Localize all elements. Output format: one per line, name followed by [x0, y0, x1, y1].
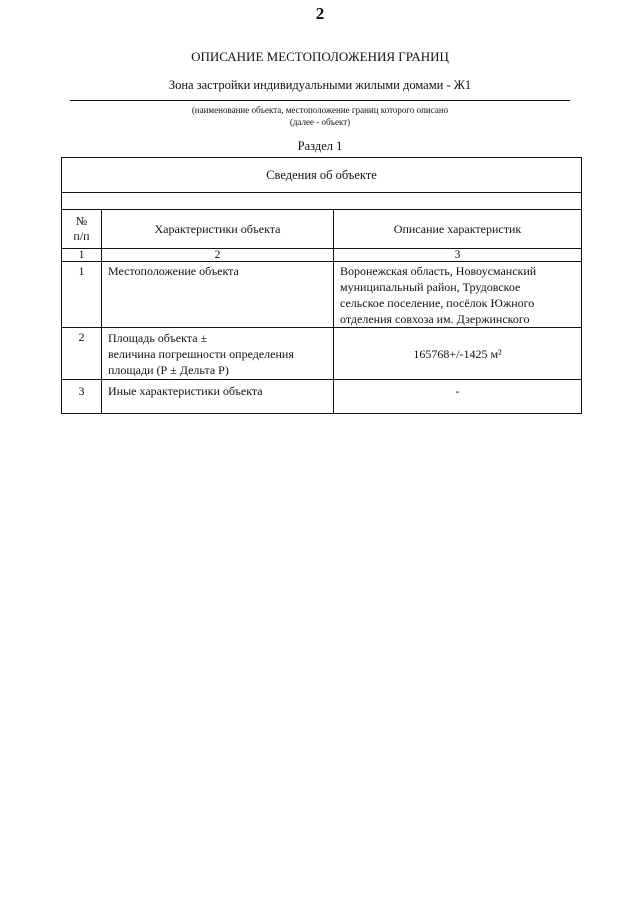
object-info-table-container	[61, 157, 581, 414]
description-line: сельское поселение, посёлок Южного	[340, 296, 535, 310]
table-spacer-cell	[62, 193, 582, 210]
row-characteristic: Местоположение объекта	[102, 262, 334, 328]
column-number-row	[62, 249, 582, 262]
page-number: 2	[315, 4, 325, 23]
table-row	[62, 262, 582, 328]
description-line: отделения совхоза им. Дзержинского	[340, 312, 530, 326]
object-name-underline	[70, 100, 570, 101]
table-caption: Сведения об объекте	[62, 158, 582, 193]
section-label: Раздел 1	[297, 139, 343, 153]
row-characteristic	[102, 328, 334, 380]
object-note	[0, 104, 640, 128]
document-title: ОПИСАНИЕ МЕСТОПОЛОЖЕНИЯ ГРАНИЦ	[191, 49, 449, 64]
table-row	[62, 380, 582, 414]
column-number: 1	[62, 249, 102, 262]
header-characteristics: Характеристики объекта	[102, 210, 334, 249]
header-num	[62, 210, 102, 249]
row-number: 1	[62, 262, 102, 328]
table-spacer-row	[62, 193, 582, 210]
description-line: Воронежская область, Новоусманский	[340, 264, 537, 278]
column-number: 2	[102, 249, 334, 262]
characteristic-line: величина погрешности определения	[108, 346, 294, 361]
table-row	[62, 328, 582, 380]
header-num-line-2: п/п	[73, 229, 90, 243]
row-number: 2	[62, 328, 102, 380]
object-note-line-1: (наименование объекта, местоположение границ которого описано	[191, 105, 449, 115]
row-description: -	[334, 380, 582, 414]
description-line: муниципальный район, Трудовское	[340, 280, 521, 294]
characteristic-line: площади (Р ± Дельта Р)	[108, 362, 229, 377]
header-description: Описание характеристик	[334, 210, 582, 249]
object-note-line-2: (далее - объект)	[289, 117, 351, 127]
object-name: Зона застройки индивидуальными жилыми домами - Ж1	[168, 78, 472, 92]
table-caption-row	[62, 158, 582, 193]
object-info-table	[61, 157, 582, 414]
row-description	[334, 262, 582, 328]
table-header-row	[62, 210, 582, 249]
row-characteristic: Иные характеристики объекта	[102, 380, 334, 414]
row-description: 165768+/-1425 м²	[334, 328, 582, 380]
characteristic-line: Площадь объекта ±	[108, 330, 208, 345]
row-number: 3	[62, 380, 102, 414]
column-number: 3	[334, 249, 582, 262]
header-num-line-1: №	[75, 214, 88, 228]
